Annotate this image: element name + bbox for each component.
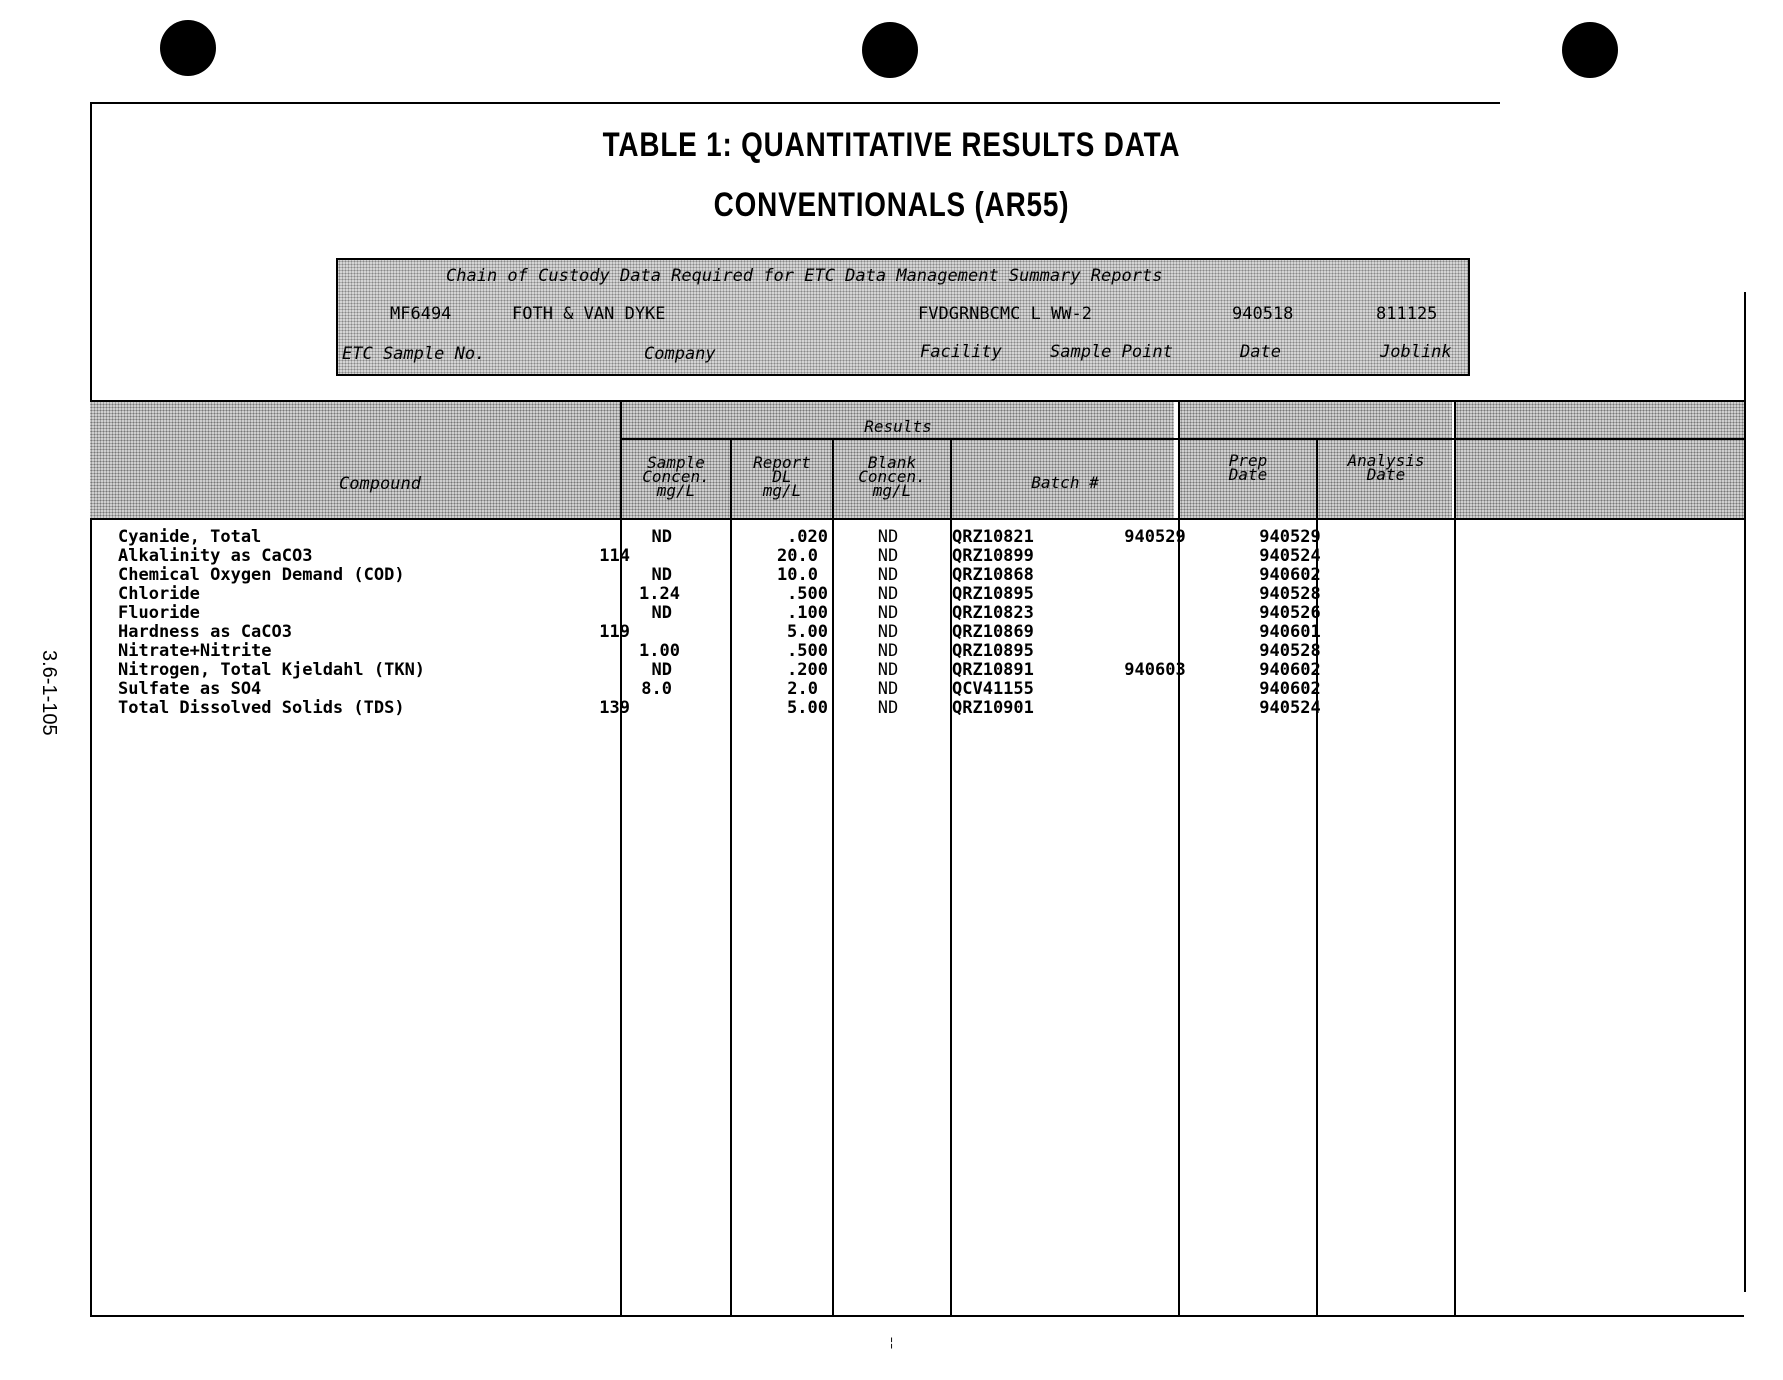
cell-report-dl: .200 bbox=[787, 660, 828, 680]
header-band-blank bbox=[1456, 400, 1744, 518]
footer-mark: ¦ bbox=[890, 1335, 894, 1349]
cell-compound: Cyanide, Total bbox=[118, 527, 262, 547]
cell-sample-concen: 1.00 bbox=[639, 641, 680, 661]
cell-compound: Total Dissolved Solids (TDS) bbox=[118, 698, 405, 718]
cell-prep-date: 940603 bbox=[1124, 660, 1186, 680]
cell-report-dl: 20.0 bbox=[777, 546, 818, 566]
cell-analysis-date: 940524 bbox=[1259, 546, 1321, 566]
cell-analysis-date: 940528 bbox=[1259, 584, 1321, 604]
cell-blank-concen: ND bbox=[877, 622, 899, 642]
table-row bbox=[90, 623, 1744, 642]
cell-compound: Nitrogen, Total Kjeldahl (TKN) bbox=[118, 660, 426, 680]
cell-compound: Sulfate as SO4 bbox=[118, 679, 262, 699]
cell-blank-concen: ND bbox=[877, 584, 899, 604]
coc-label-sample-no: ETC Sample No. bbox=[342, 344, 486, 364]
cell-compound: Alkalinity as CaCO3 bbox=[118, 546, 313, 566]
cell-analysis-date: 940528 bbox=[1259, 641, 1321, 661]
cell-analysis-date: 940529 bbox=[1259, 527, 1321, 547]
table-row bbox=[90, 528, 1744, 547]
cell-sample-concen: 1.24 bbox=[639, 584, 680, 604]
coc-label-facility: Facility bbox=[920, 342, 1002, 362]
cell-sample-concen: ND bbox=[651, 660, 672, 680]
cell-report-dl: 5.00 bbox=[787, 622, 828, 642]
header-prep-date: Prep Date bbox=[1228, 451, 1268, 484]
header-batch: Batch # bbox=[1031, 473, 1099, 492]
coc-sample-no: MF6494 bbox=[390, 304, 452, 324]
cell-blank-concen: ND bbox=[877, 641, 899, 661]
cell-batch: QRZ10899 bbox=[952, 546, 1034, 566]
table-row bbox=[90, 585, 1744, 604]
cell-analysis-date: 940602 bbox=[1259, 660, 1321, 680]
page-frame-right bbox=[1744, 292, 1746, 1292]
cell-blank-concen: ND bbox=[877, 603, 899, 623]
table-row bbox=[90, 642, 1744, 661]
results-subheader-rule bbox=[622, 438, 1744, 440]
cell-compound: Fluoride bbox=[118, 603, 200, 623]
coc-facility-point: FVDGRNBCMC L WW-2 bbox=[918, 304, 1092, 324]
header-report-dl: Report DL mg/L bbox=[753, 453, 811, 500]
cell-batch: QRZ10821 bbox=[952, 527, 1034, 547]
table-bottom-rule bbox=[90, 1315, 1744, 1317]
chain-of-custody-box bbox=[336, 258, 1470, 376]
cell-blank-concen: ND bbox=[877, 546, 899, 566]
cell-batch: QRZ10895 bbox=[952, 584, 1034, 604]
cell-report-dl: 10.0 bbox=[777, 565, 818, 585]
table-row bbox=[90, 604, 1744, 623]
coc-header: Chain of Custody Data Required for ETC Data Management Summary Reports bbox=[446, 266, 1163, 286]
header-sample-concen: Sample Concen. mg/L bbox=[642, 453, 710, 500]
cell-sample-concen: ND bbox=[651, 565, 672, 585]
results-group-header: Results bbox=[864, 417, 932, 436]
coc-company: FOTH & VAN DYKE bbox=[512, 304, 666, 324]
cell-batch: QRZ10869 bbox=[952, 622, 1034, 642]
cell-compound: Chloride bbox=[118, 584, 200, 604]
coc-label-sample-point: Sample Point bbox=[1050, 342, 1173, 362]
header-band-compound bbox=[90, 400, 620, 518]
header-analysis-date: Analysis Date bbox=[1347, 451, 1425, 484]
table-top-rule bbox=[90, 400, 1744, 402]
cell-batch: QRZ10901 bbox=[952, 698, 1034, 718]
cell-batch: QRZ10891 bbox=[952, 660, 1034, 680]
cell-analysis-date: 940602 bbox=[1259, 679, 1321, 699]
page-frame-top bbox=[90, 102, 1500, 104]
cell-blank-concen: ND bbox=[877, 660, 899, 680]
cell-blank-concen: ND bbox=[877, 698, 899, 718]
table-row bbox=[90, 547, 1744, 566]
cell-batch: QRZ10868 bbox=[952, 565, 1034, 585]
cell-blank-concen: ND bbox=[877, 565, 899, 585]
header-bottom-rule bbox=[90, 518, 1744, 520]
cell-prep-date: 940529 bbox=[1124, 527, 1186, 547]
table-row bbox=[90, 661, 1744, 680]
cell-batch: QRZ10895 bbox=[952, 641, 1034, 661]
cell-sample-concen: ND bbox=[651, 603, 672, 623]
page-number-side-label: 3.6-1-105 bbox=[38, 650, 60, 736]
coc-label-company: Company bbox=[644, 344, 716, 364]
cell-report-dl: .500 bbox=[787, 584, 828, 604]
punch-hole-right bbox=[1562, 22, 1618, 78]
cell-report-dl: .020 bbox=[787, 527, 828, 547]
cell-sample-concen: 8.0 bbox=[641, 679, 672, 699]
header-blank-concen: Blank Concen. mg/L bbox=[858, 453, 926, 500]
cell-sample-concen: 114 bbox=[599, 546, 630, 566]
cell-batch: QRZ10823 bbox=[952, 603, 1034, 623]
cell-analysis-date: 940602 bbox=[1259, 565, 1321, 585]
cell-analysis-date: 940524 bbox=[1259, 698, 1321, 718]
cell-analysis-date: 940526 bbox=[1259, 603, 1321, 623]
punch-hole-left bbox=[160, 20, 216, 76]
cell-blank-concen: ND bbox=[877, 679, 899, 699]
coc-joblink: 811125 bbox=[1376, 304, 1438, 324]
cell-report-dl: 2.0 bbox=[787, 679, 818, 699]
cell-report-dl: 5.00 bbox=[787, 698, 828, 718]
cell-compound: Hardness as CaCO3 bbox=[118, 622, 292, 642]
table-row bbox=[90, 566, 1744, 585]
punch-hole-center bbox=[862, 22, 918, 78]
cell-batch: QCV41155 bbox=[952, 679, 1034, 699]
cell-report-dl: .100 bbox=[787, 603, 828, 623]
cell-sample-concen: 139 bbox=[599, 698, 630, 718]
cell-compound: Nitrate+Nitrite bbox=[118, 641, 272, 661]
page-title: TABLE 1: QUANTITATIVE RESULTS DATA bbox=[602, 126, 1181, 164]
cell-sample-concen: 119 bbox=[599, 622, 630, 642]
table-row bbox=[90, 699, 1744, 718]
cell-report-dl: .500 bbox=[787, 641, 828, 661]
coc-label-joblink: Joblink bbox=[1380, 342, 1452, 362]
page-subtitle: CONVENTIONALS (AR55) bbox=[713, 186, 1070, 224]
coc-label-date: Date bbox=[1240, 342, 1281, 362]
table-body bbox=[90, 528, 1744, 728]
results-table bbox=[90, 400, 1744, 1317]
cell-blank-concen: ND bbox=[877, 527, 899, 547]
cell-sample-concen: ND bbox=[651, 527, 672, 547]
cell-compound: Chemical Oxygen Demand (COD) bbox=[118, 565, 405, 585]
cell-analysis-date: 940601 bbox=[1259, 622, 1321, 642]
coc-date: 940518 bbox=[1232, 304, 1294, 324]
header-compound: Compound bbox=[339, 474, 421, 494]
table-row bbox=[90, 680, 1744, 699]
